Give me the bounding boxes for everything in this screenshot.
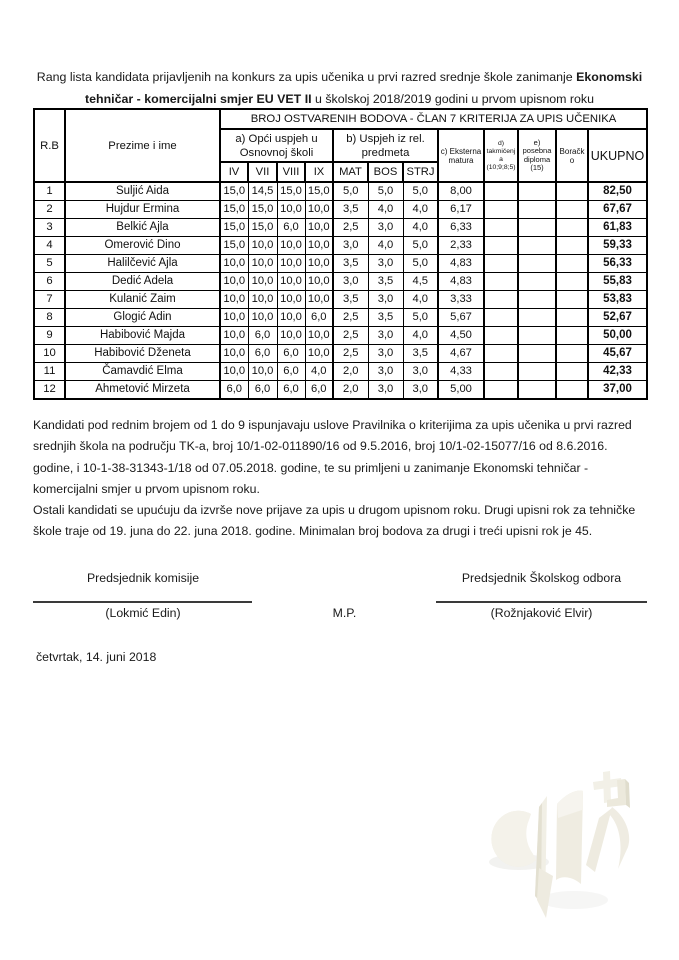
header-iv: IV bbox=[220, 162, 248, 182]
score-takmicenja bbox=[484, 345, 518, 363]
score-viii: 10,0 bbox=[277, 291, 305, 309]
score-takmicenja bbox=[484, 182, 518, 201]
score-iv: 10,0 bbox=[220, 291, 248, 309]
rank-cell: 3 bbox=[34, 219, 65, 237]
rank-cell: 12 bbox=[34, 381, 65, 400]
header-takmicenja: d) takmičenja (10;9;8;5) bbox=[484, 129, 518, 182]
header-posebna-diploma: e) posebna diploma (15) bbox=[518, 129, 556, 182]
table-row bbox=[34, 291, 647, 309]
score-viii: 6,0 bbox=[277, 381, 305, 400]
score-strj: 3,0 bbox=[403, 381, 438, 400]
right-signature-name: (Rožnjaković Elvir) bbox=[490, 606, 593, 620]
score-iv: 15,0 bbox=[220, 201, 248, 219]
score-ix: 10,0 bbox=[305, 273, 333, 291]
score-mat: 3,0 bbox=[333, 237, 368, 255]
rank-cell: 9 bbox=[34, 327, 65, 345]
score-mat: 3,5 bbox=[333, 255, 368, 273]
score-boracko bbox=[556, 255, 588, 273]
score-ix: 10,0 bbox=[305, 219, 333, 237]
score-diploma bbox=[518, 291, 556, 309]
score-matura: 5,67 bbox=[438, 309, 484, 327]
score-iv: 6,0 bbox=[220, 381, 248, 400]
score-matura: 2,33 bbox=[438, 237, 484, 255]
score-mat: 3,5 bbox=[333, 201, 368, 219]
score-takmicenja bbox=[484, 291, 518, 309]
name-cell: Hujdur Ermina bbox=[65, 201, 220, 219]
score-iv: 10,0 bbox=[220, 327, 248, 345]
score-bos: 3,0 bbox=[368, 345, 403, 363]
header-row-1 bbox=[34, 109, 647, 129]
header-mat: MAT bbox=[333, 162, 368, 182]
left-signature-line bbox=[33, 601, 252, 603]
score-bos: 5,0 bbox=[368, 182, 403, 201]
score-takmicenja bbox=[484, 309, 518, 327]
score-viii: 15,0 bbox=[277, 182, 305, 201]
score-ix: 15,0 bbox=[305, 182, 333, 201]
score-ix: 10,0 bbox=[305, 237, 333, 255]
left-signature-title: Predsjednik komisije bbox=[86, 571, 200, 585]
score-vii: 6,0 bbox=[248, 381, 277, 400]
score-vii: 6,0 bbox=[248, 345, 277, 363]
score-ix: 6,0 bbox=[305, 309, 333, 327]
score-mat: 2,5 bbox=[333, 327, 368, 345]
paragraph-admitted: Kandidati pod rednim brojem od 1 do 9 ispunjavaju uslove Pravilnika o kriterijima za upis učenika u prvi razred srednjih škola na području TK-a, broj 10/1-02-011890/16 od 9.5.2016, broj 10/1-02-15077/16 od 8.6.2016. godine, i 10-1-38-31343-1/18 od 07.05.2018. godine, te su primljeni u zanimanje Ekonomski tehničar - komercijalni smjer u prvom upisnom roku. bbox=[33, 418, 632, 496]
table-row bbox=[34, 345, 647, 363]
score-viii: 10,0 bbox=[277, 327, 305, 345]
score-bos: 3,0 bbox=[368, 327, 403, 345]
score-vii: 15,0 bbox=[248, 219, 277, 237]
score-viii: 6,0 bbox=[277, 219, 305, 237]
score-boracko bbox=[556, 237, 588, 255]
score-ix: 10,0 bbox=[305, 255, 333, 273]
total-cell: 37,00 bbox=[588, 381, 647, 400]
rank-cell: 5 bbox=[34, 255, 65, 273]
header-ukupno: UKUPNO bbox=[588, 129, 647, 182]
score-mat: 2,5 bbox=[333, 345, 368, 363]
header-group-b: b) Uspjeh iz rel. predmeta bbox=[333, 129, 438, 162]
score-ix: 10,0 bbox=[305, 327, 333, 345]
score-viii: 10,0 bbox=[277, 273, 305, 291]
score-vii: 10,0 bbox=[248, 255, 277, 273]
score-strj: 5,0 bbox=[403, 309, 438, 327]
score-iv: 10,0 bbox=[220, 345, 248, 363]
header-eksterna-matura: c) Eksterna matura bbox=[438, 129, 484, 182]
score-bos: 3,5 bbox=[368, 309, 403, 327]
rank-cell: 2 bbox=[34, 201, 65, 219]
score-mat: 5,0 bbox=[333, 182, 368, 201]
score-bos: 3,0 bbox=[368, 219, 403, 237]
score-diploma bbox=[518, 237, 556, 255]
score-iv: 15,0 bbox=[220, 219, 248, 237]
score-diploma bbox=[518, 273, 556, 291]
score-diploma bbox=[518, 327, 556, 345]
name-cell: Habibović Majda bbox=[65, 327, 220, 345]
score-diploma bbox=[518, 182, 556, 201]
score-takmicenja bbox=[484, 237, 518, 255]
score-boracko bbox=[556, 273, 588, 291]
score-ix: 10,0 bbox=[305, 345, 333, 363]
title-text-2: u školskoj 2018/2019 godini u prvom upisnom roku bbox=[311, 92, 594, 106]
total-cell: 59,33 bbox=[588, 237, 647, 255]
score-bos: 3,5 bbox=[368, 273, 403, 291]
name-cell: Dedić Adela bbox=[65, 273, 220, 291]
document-title bbox=[20, 66, 659, 110]
table-row bbox=[34, 327, 647, 345]
score-strj: 5,0 bbox=[403, 237, 438, 255]
total-cell: 67,67 bbox=[588, 201, 647, 219]
score-diploma bbox=[518, 219, 556, 237]
rank-cell: 10 bbox=[34, 345, 65, 363]
score-mat: 2,5 bbox=[333, 309, 368, 327]
score-boracko bbox=[556, 327, 588, 345]
score-boracko bbox=[556, 345, 588, 363]
score-viii: 6,0 bbox=[277, 363, 305, 381]
header-group-title: BROJ OSTVARENIH BODOVA - ČLAN 7 KRITERIJA ZA UPIS UČENIKA bbox=[220, 109, 647, 129]
score-boracko bbox=[556, 381, 588, 400]
score-takmicenja bbox=[484, 219, 518, 237]
score-diploma bbox=[518, 309, 556, 327]
score-strj: 3,5 bbox=[403, 345, 438, 363]
score-diploma bbox=[518, 363, 556, 381]
right-signature-line bbox=[436, 601, 647, 603]
rank-cell: 8 bbox=[34, 309, 65, 327]
body-text bbox=[33, 415, 650, 543]
score-boracko bbox=[556, 201, 588, 219]
left-signature-name: (Lokmić Edin) bbox=[105, 606, 181, 620]
name-cell: Omerović Dino bbox=[65, 237, 220, 255]
title-bold-2: komercijalni smjer EU VET II bbox=[144, 92, 312, 106]
ranking-table bbox=[33, 108, 648, 400]
score-mat: 3,5 bbox=[333, 291, 368, 309]
table-row bbox=[34, 309, 647, 327]
score-strj: 3,0 bbox=[403, 363, 438, 381]
score-viii: 10,0 bbox=[277, 309, 305, 327]
score-matura: 5,00 bbox=[438, 381, 484, 400]
score-matura: 3,33 bbox=[438, 291, 484, 309]
score-iv: 10,0 bbox=[220, 255, 248, 273]
score-bos: 3,0 bbox=[368, 291, 403, 309]
score-viii: 10,0 bbox=[277, 237, 305, 255]
table-row bbox=[34, 273, 647, 291]
score-mat: 3,0 bbox=[333, 273, 368, 291]
score-strj: 5,0 bbox=[403, 255, 438, 273]
name-cell: Ahmetović Mirzeta bbox=[65, 381, 220, 400]
score-viii: 10,0 bbox=[277, 255, 305, 273]
total-cell: 50,00 bbox=[588, 327, 647, 345]
score-vii: 10,0 bbox=[248, 309, 277, 327]
header-viii: VIII bbox=[277, 162, 305, 182]
score-matura: 4,50 bbox=[438, 327, 484, 345]
score-boracko bbox=[556, 363, 588, 381]
score-bos: 4,0 bbox=[368, 237, 403, 255]
rank-cell: 1 bbox=[34, 182, 65, 201]
score-mat: 2,5 bbox=[333, 219, 368, 237]
paragraph-second-round: Ostali kandidati se upućuju da izvrše nove prijave za upis u drugom upisnom roku. Drugi upisni rok za tehničke škole traje od 19. juna do 22. juna 2018. godine. Minimalan broj bodova za drugi i treći upisni rok je 45. bbox=[33, 503, 636, 539]
table-row bbox=[34, 381, 647, 400]
total-cell: 53,83 bbox=[588, 291, 647, 309]
score-viii: 10,0 bbox=[277, 201, 305, 219]
score-takmicenja bbox=[484, 327, 518, 345]
score-boracko bbox=[556, 219, 588, 237]
score-viii: 6,0 bbox=[277, 345, 305, 363]
score-matura: 4,67 bbox=[438, 345, 484, 363]
total-cell: 52,67 bbox=[588, 309, 647, 327]
total-cell: 55,83 bbox=[588, 273, 647, 291]
table-row bbox=[34, 237, 647, 255]
score-vii: 10,0 bbox=[248, 273, 277, 291]
score-diploma bbox=[518, 381, 556, 400]
score-bos: 3,0 bbox=[368, 381, 403, 400]
score-strj: 4,0 bbox=[403, 291, 438, 309]
score-diploma bbox=[518, 201, 556, 219]
score-boracko bbox=[556, 291, 588, 309]
total-cell: 45,67 bbox=[588, 345, 647, 363]
score-diploma bbox=[518, 345, 556, 363]
header-strj: STRJ bbox=[403, 162, 438, 182]
score-takmicenja bbox=[484, 201, 518, 219]
score-bos: 3,0 bbox=[368, 363, 403, 381]
total-cell: 42,33 bbox=[588, 363, 647, 381]
header-vii: VII bbox=[248, 162, 277, 182]
table-row bbox=[34, 255, 647, 273]
rank-cell: 11 bbox=[34, 363, 65, 381]
score-vii: 10,0 bbox=[248, 363, 277, 381]
score-diploma bbox=[518, 255, 556, 273]
rank-cell: 6 bbox=[34, 273, 65, 291]
right-signature-title: Predsjednik Školskog odbora bbox=[461, 571, 622, 585]
name-cell: Habibović Dženeta bbox=[65, 345, 220, 363]
score-strj: 4,5 bbox=[403, 273, 438, 291]
score-vii: 10,0 bbox=[248, 237, 277, 255]
watermark-logo-icon bbox=[479, 750, 679, 960]
table-row bbox=[34, 201, 647, 219]
table-row bbox=[34, 363, 647, 381]
header-ix: IX bbox=[305, 162, 333, 182]
score-matura: 4,83 bbox=[438, 255, 484, 273]
score-bos: 3,0 bbox=[368, 255, 403, 273]
score-matura: 6,17 bbox=[438, 201, 484, 219]
header-rank: R.B bbox=[34, 109, 65, 182]
name-cell: Kulanić Zaim bbox=[65, 291, 220, 309]
seal-placeholder: M.P. bbox=[332, 606, 357, 620]
name-cell: Halilčević Ajla bbox=[65, 255, 220, 273]
score-strj: 4,0 bbox=[403, 219, 438, 237]
score-mat: 2,0 bbox=[333, 381, 368, 400]
name-cell: Glogić Adin bbox=[65, 309, 220, 327]
name-cell: Belkić Ajla bbox=[65, 219, 220, 237]
score-vii: 6,0 bbox=[248, 327, 277, 345]
score-matura: 8,00 bbox=[438, 182, 484, 201]
score-strj: 4,0 bbox=[403, 327, 438, 345]
score-iv: 10,0 bbox=[220, 309, 248, 327]
total-cell: 56,33 bbox=[588, 255, 647, 273]
score-matura: 6,33 bbox=[438, 219, 484, 237]
score-bos: 4,0 bbox=[368, 201, 403, 219]
score-iv: 15,0 bbox=[220, 237, 248, 255]
score-takmicenja bbox=[484, 273, 518, 291]
name-cell: Suljić Aida bbox=[65, 182, 220, 201]
header-boracko: Boračko bbox=[556, 129, 588, 182]
total-cell: 82,50 bbox=[588, 182, 647, 201]
score-strj: 5,0 bbox=[403, 182, 438, 201]
score-vii: 10,0 bbox=[248, 291, 277, 309]
document-date: četvrtak, 14. juni 2018 bbox=[36, 650, 157, 664]
title-bold-1: Ekonomski tehničar - bbox=[85, 70, 643, 106]
name-cell: Čamavdić Elma bbox=[65, 363, 220, 381]
header-bos: BOS bbox=[368, 162, 403, 182]
score-takmicenja bbox=[484, 255, 518, 273]
score-strj: 4,0 bbox=[403, 201, 438, 219]
total-cell: 61,83 bbox=[588, 219, 647, 237]
score-ix: 10,0 bbox=[305, 201, 333, 219]
rank-cell: 7 bbox=[34, 291, 65, 309]
table-row bbox=[34, 182, 647, 201]
score-iv: 15,0 bbox=[220, 182, 248, 201]
title-text: Rang lista kandidata prijavljenih na konkurs za upis učenika u prvi razred srednje škole zanimanje bbox=[36, 70, 577, 84]
score-boracko bbox=[556, 182, 588, 201]
rank-cell: 4 bbox=[34, 237, 65, 255]
score-takmicenja bbox=[484, 363, 518, 381]
table-row bbox=[34, 219, 647, 237]
score-iv: 10,0 bbox=[220, 363, 248, 381]
score-ix: 10,0 bbox=[305, 291, 333, 309]
score-matura: 4,83 bbox=[438, 273, 484, 291]
score-takmicenja bbox=[484, 381, 518, 400]
score-ix: 4,0 bbox=[305, 363, 333, 381]
header-group-a: a) Opći uspjeh u Osnovnoj školi bbox=[220, 129, 333, 162]
score-mat: 2,0 bbox=[333, 363, 368, 381]
score-vii: 14,5 bbox=[248, 182, 277, 201]
header-name: Prezime i ime bbox=[65, 109, 220, 182]
score-vii: 15,0 bbox=[248, 201, 277, 219]
score-matura: 4,33 bbox=[438, 363, 484, 381]
score-boracko bbox=[556, 309, 588, 327]
score-iv: 10,0 bbox=[220, 273, 248, 291]
score-ix: 6,0 bbox=[305, 381, 333, 400]
